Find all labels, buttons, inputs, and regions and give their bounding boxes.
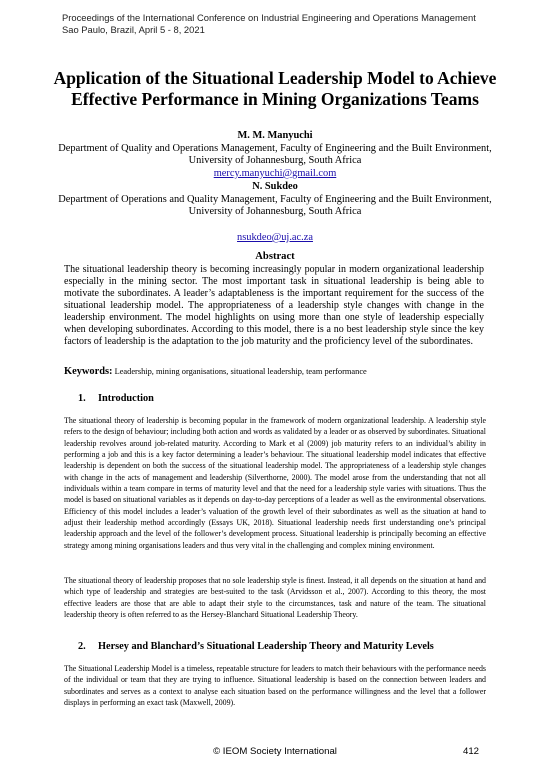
section-number: 1.	[78, 393, 86, 404]
conference-name: Proceedings of the International Conference on Industrial Engineering and Operations Management	[62, 12, 476, 23]
section-number: 2.	[78, 641, 86, 652]
abstract-heading: Abstract	[255, 251, 295, 262]
author-affiliation: Department of Operations and Quality Management, Faculty of Engineering and the Built Environment, University of Johannesburg, South Africa	[58, 193, 492, 218]
author-name: M. M. Manyuchi	[237, 130, 313, 141]
author-block-1	[52, 130, 498, 180]
paragraph: The Situational Leadership Model is a timeless, repeatable structure for leaders to match their behaviours with the performance needs of the individual or team that they are trying to influence. Situational leadership is based on the connection between leaders and subordinates and serves as a context to analyse each situation based on the performance willingness and the level that a follower displays in performing an exact task (Maxwell, 2009).	[64, 664, 486, 708]
footer-publisher: © IEOM Society International	[213, 746, 337, 757]
page-number: 412	[463, 746, 480, 757]
conference-location-date: Sao Paulo, Brazil, April 5 - 8, 2021	[62, 23, 205, 35]
keywords-label: Keywords:	[64, 366, 113, 377]
author-block-2	[52, 181, 498, 244]
author-email-link[interactable]: mercy.manyuchi@gmail.com	[213, 167, 337, 179]
abstract-text: The situational leadership theory is becoming increasingly popular in modern organizational leadership especially in the mining sector. The most important task in situational leadership is being able to motivate the subordinates. A leader’s adaptableness is the important requirement for the success of the situational leadership model. The appropriateness of a leadership style changes with change in the leadership environment. The model highlights on using more than one style of leadership especially when developing subordinates. According to this model, there is a no best leadership style since the key factors of leadership is the adaptation to the job maturity and the proficiency level of the subordinates.	[64, 264, 484, 347]
section-title: Hersey and Blanchard’s Situational Leadership Theory and Maturity Levels	[98, 641, 434, 652]
author-email-link[interactable]: nsukdeo@uj.ac.za	[237, 231, 313, 243]
section-title: Introduction	[98, 393, 154, 404]
author-affiliation: Department of Quality and Operations Management, Faculty of Engineering and the Built Environment, University of Johannesburg, South Africa	[58, 142, 492, 167]
section-heading-hersey-blanchard	[78, 641, 498, 652]
author-name: N. Sukdeo	[252, 181, 298, 192]
conference-header	[62, 12, 502, 35]
paper-title: Application of the Situational Leadership Model to Achieve Effective Performance in Mining Organizations Teams	[53, 68, 497, 109]
paragraph: The situational theory of leadership proposes that no sole leadership style is finest. Instead, it all depends on the situation at hand and which type of leadership and strategies are best-suited to the task (Arvidsson et al., 2007). According to this theory, the most effective leaders are those that are able to adapt their style to the circumstances, task and nature of the team. The situational leadership theory is often referred to as the Hersey-Blanchard Situational Leadership Theory.	[64, 576, 486, 620]
paragraph: The situational theory of leadership is becoming popular in the framework of modern organizational leadership. A leadership style refers to the design of behaviour; including both action and words as validated by a leader or as observed by subordinates. Situational leadership revolves around job-related maturity. According to Mark et al (2009) job maturity refers to an individual’s ability in performing a job and this is a key factor determining a leader’s behaviour. The situational leadership model indicates that effective leadership is dependent on both the success of the situational leadership model. The appropriateness of a leadership style changes with change in the acts of management and leadership (Silverthorne, 2000). The model arose from the understanding that not all individuals within a team compare in terms of maturity level and that the need for a leadership style varies with situations. Thus the model is based on situational variables as it depends on day-to-day perceptions of a leader as well as the environmental observations. Efficiency of this model includes a leader’s valuation of the growth level of their subordinates as well as the situation at hand to adjust their leadership method accordingly (Essays UK, 2018). Situational leadership needs first understanding one’s principal leadership approach and the level of the follower’s development process. Situational leadership is principally becoming an effective strategy among mining organisations leaders and thus very vital in the challenging and complex mining environment.	[64, 416, 486, 550]
keywords	[64, 366, 494, 377]
keywords-text: Leadership, mining organisations, situational leadership, team performance	[114, 367, 367, 376]
section-heading-introduction	[78, 393, 498, 404]
